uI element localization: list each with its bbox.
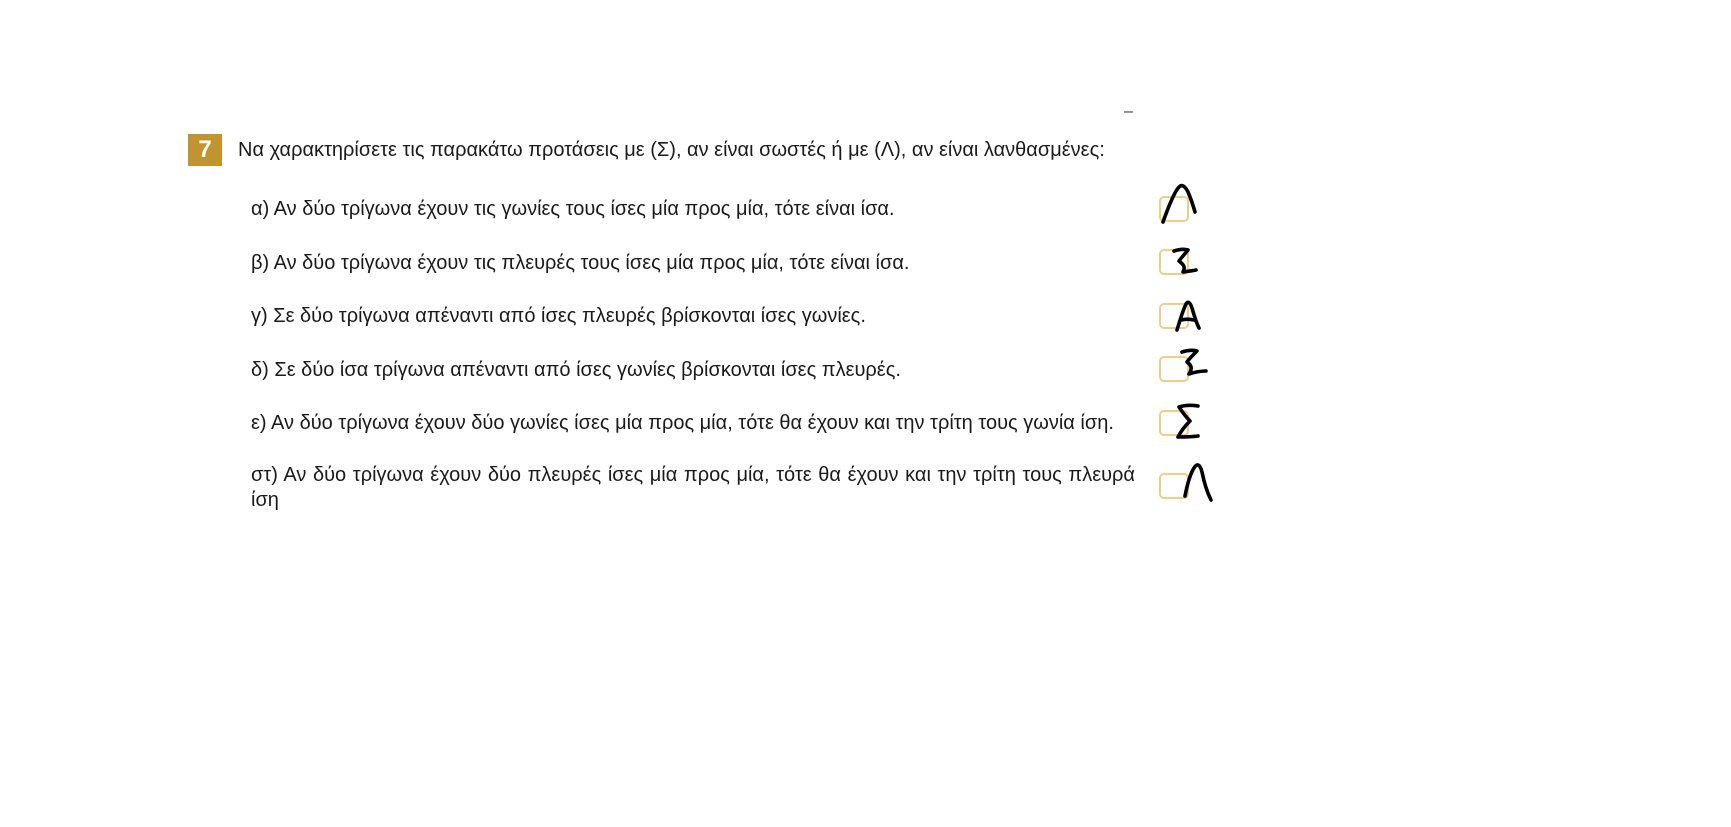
statement-d: δ) Σε δύο ίσα τρίγωνα απέναντι από ίσες γωνίες βρίσκονται ίσες πλευρές.	[251, 359, 901, 381]
handwritten-answer-b	[1170, 244, 1206, 280]
exercise-number-badge: 7	[188, 134, 222, 166]
handwritten-answer-e	[1170, 400, 1208, 444]
statement-c: γ) Σε δύο τρίγωνα απέναντι από ίσες πλευρές βρίσκονται ίσες γωνίες.	[251, 305, 866, 327]
handwritten-answer-c	[1174, 298, 1210, 334]
handwritten-answer-st	[1182, 456, 1222, 508]
statement-e: ε) Αν δύο τρίγωνα έχουν δύο γωνίες ίσες μία προς μία, τότε θα έχουν και την τρίτη τους γωνία ίση.	[251, 412, 1114, 434]
statement-st: στ) Αν δύο τρίγωνα έχουν δύο πλευρές ίσες μία προς μία, τότε θα έχουν και την τρίτη τους πλευρά ίση	[251, 464, 1135, 511]
page-marker: –	[1124, 103, 1133, 120]
handwritten-answer-d	[1176, 344, 1216, 384]
statement-a: α) Αν δύο τρίγωνα έχουν τις γωνίες τους ίσες μία προς μία, τότε είναι ίσα.	[251, 198, 895, 220]
exercise-instruction: Να χαρακτηρίσετε τις παρακάτω προτάσεις με (Σ), αν είναι σωστές ή με (Λ), αν είναι λανθασμένες:	[238, 139, 1105, 161]
handwritten-answer-a	[1160, 180, 1208, 226]
statement-b: β) Αν δύο τρίγωνα έχουν τις πλευρές τους ίσες μία προς μία, τότε είναι ίσα.	[251, 252, 910, 274]
